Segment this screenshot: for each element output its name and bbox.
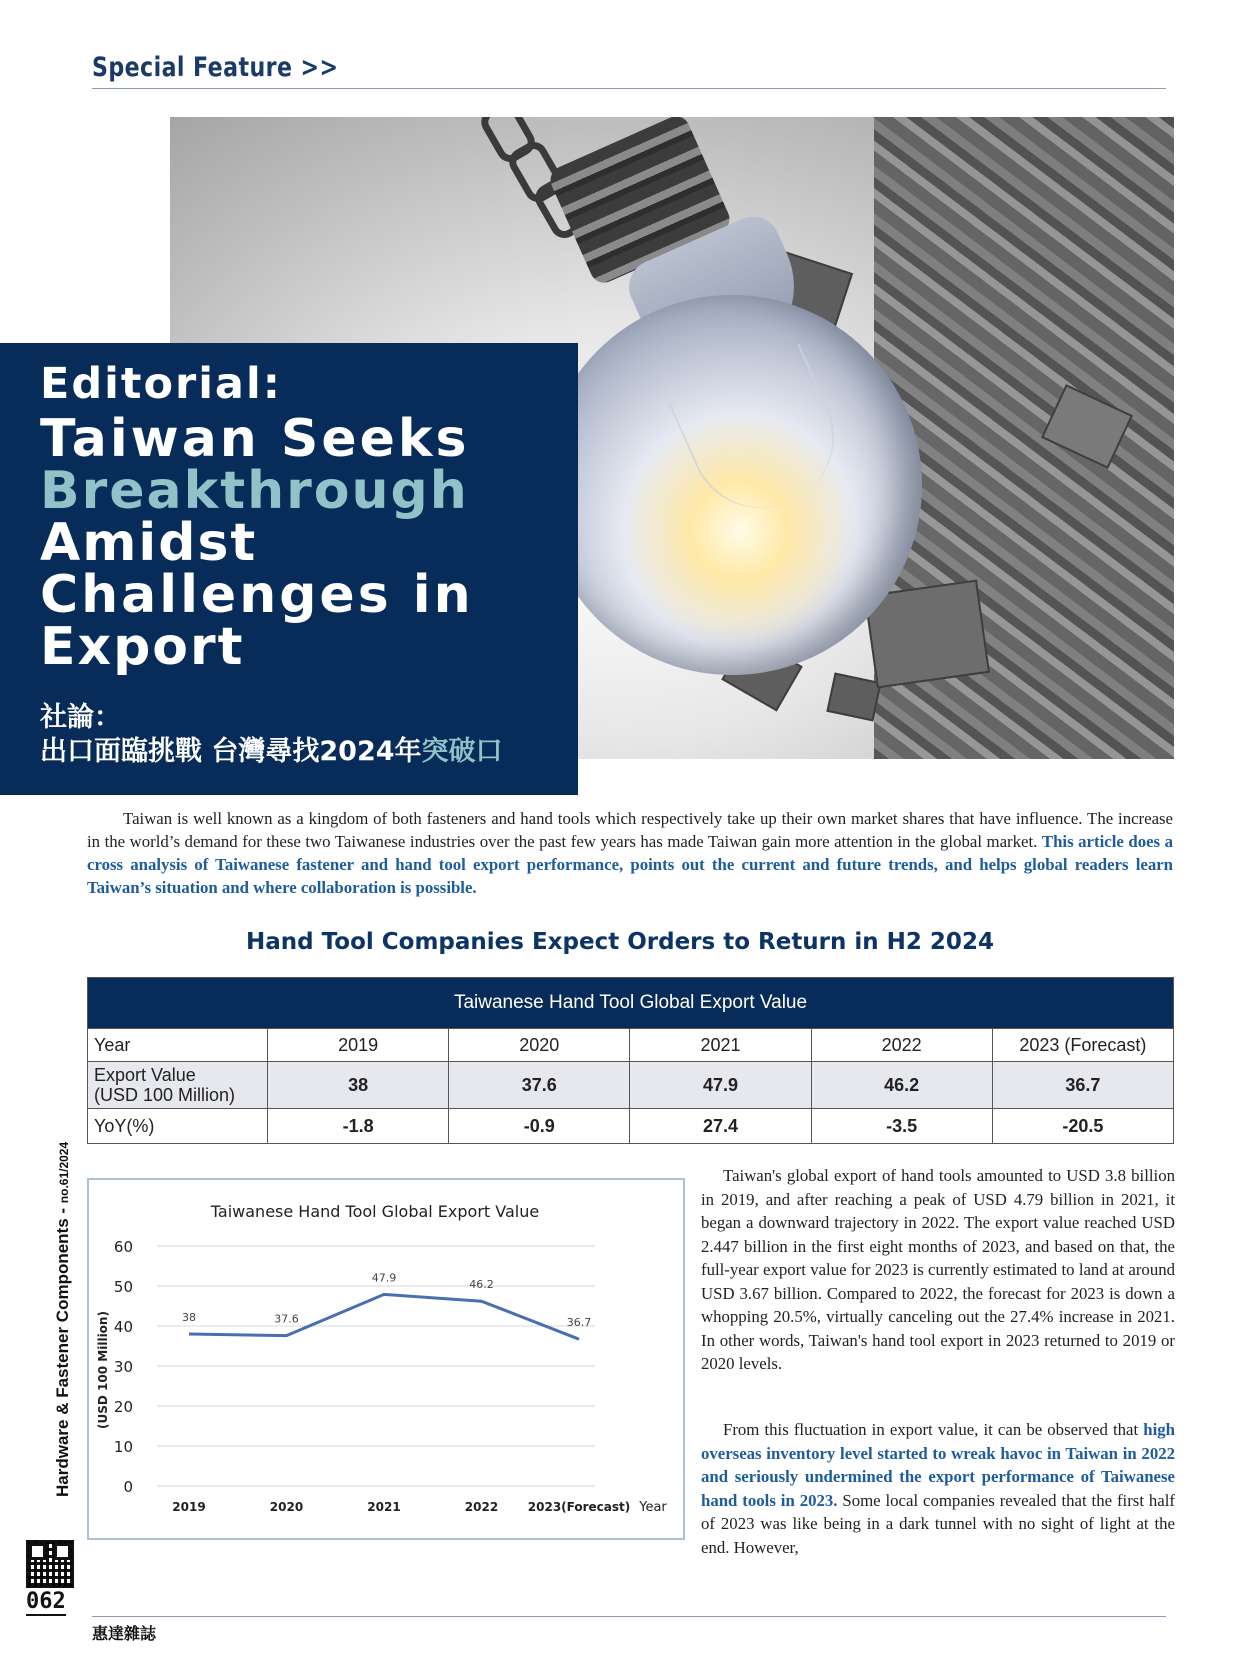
- title-chinese-highlight: 突破口: [421, 736, 503, 767]
- chart-title: Taiwanese Hand Tool Global Export Value: [210, 1202, 540, 1221]
- title-line: Export: [40, 617, 245, 677]
- row-label: YoY(%): [88, 1109, 268, 1144]
- body-text: From this fluctuation in export value, it can be observed that: [723, 1420, 1144, 1439]
- issue-number: no.61/2024: [57, 1141, 71, 1204]
- chart-x-axis-label: Year: [639, 1500, 667, 1515]
- table-cell: 46.2: [811, 1062, 992, 1109]
- rock-fragment: [826, 672, 881, 721]
- title-line: Taiwan Seeks: [40, 409, 470, 469]
- title-chinese-main: 出口面臨挑戰 台灣尋找2024年: [40, 736, 422, 767]
- title-line: Amidst: [40, 513, 258, 573]
- publication-name: Hardware & Fastener Components -: [53, 1203, 72, 1497]
- row-label-line: Export Value: [94, 1065, 196, 1085]
- table-cell: 2021: [630, 1029, 811, 1062]
- chart-y-tick-label: 20: [113, 1398, 133, 1416]
- row-label: Year: [88, 1029, 268, 1062]
- footer-rule: [92, 1616, 1166, 1617]
- table-cell: 2023 (Forecast): [992, 1029, 1173, 1062]
- chart-data-label: 36.7: [566, 1316, 592, 1330]
- table-cell: -20.5: [992, 1109, 1173, 1144]
- row-label-line: (USD 100 Million): [94, 1085, 236, 1105]
- chart-y-tick-label: 0: [123, 1478, 133, 1496]
- export-line-chart: [87, 1178, 685, 1540]
- section-header: Special Feature >>: [92, 52, 339, 83]
- title-box: [0, 343, 578, 795]
- table-row-yoy: [88, 1109, 1174, 1144]
- chart-x-tick-label: 2021: [367, 1500, 401, 1514]
- chart-y-tick-label: 40: [113, 1318, 133, 1336]
- chart-data-label: 46.2: [469, 1278, 494, 1292]
- table-cell: 2019: [268, 1029, 449, 1062]
- chart-x-tick-label: 2020: [269, 1500, 304, 1514]
- title-line: Challenges in: [40, 565, 474, 625]
- publication-side-caption: [53, 1142, 73, 1497]
- qr-code-icon: [26, 1540, 74, 1588]
- body-paragraph-2: [701, 1418, 1175, 1559]
- page-number: 062: [26, 1589, 66, 1614]
- chart-y-tick-label: 50: [113, 1278, 133, 1296]
- chart-data-label: 47.9: [371, 1271, 397, 1285]
- chart-svg: [89, 1180, 683, 1538]
- body-highlight: high overseas inventory level started to wreak havoc in Taiwan in 2022 and seriously undermined the export performance of Taiwanese hand tools in 2023.: [701, 1420, 1175, 1510]
- intro-paragraph: [87, 807, 1173, 899]
- chart-y-axis-label: (USD 100 Million): [96, 1311, 110, 1429]
- footer-brand: 惠達雜誌: [92, 1624, 157, 1643]
- table-cell: 2022: [811, 1029, 992, 1062]
- chart-y-tick-label: 60: [113, 1238, 133, 1256]
- chart-x-tick-label: 2019: [172, 1500, 206, 1514]
- chart-y-tick-label: 30: [113, 1358, 133, 1376]
- table-cell: 2020: [449, 1029, 630, 1062]
- table-cell: -3.5: [811, 1109, 992, 1144]
- row-label: [88, 1062, 268, 1109]
- intro-text: Taiwan is well known as a kingdom of both fasteners and hand tools which respectively take up their own market shares that have influence. The increase in the world’s demand for these two Taiwanese industries over the past few years has made Taiwan gain more attention in the global market.: [87, 809, 1173, 851]
- title-chinese-label: 社論：: [40, 702, 121, 733]
- chart-data-label: 37.6: [274, 1312, 299, 1326]
- table-cell: -0.9: [449, 1109, 630, 1144]
- table-cell: 47.9: [630, 1062, 811, 1109]
- table-row-year: [88, 1029, 1174, 1062]
- chart-x-tick-label: 2023(Forecast): [527, 1500, 631, 1514]
- table-cell: 27.4: [630, 1109, 811, 1144]
- table-cell: 36.7: [992, 1062, 1173, 1109]
- body-text: Some local companies revealed that the first half of 2023 was like being in a dark tunnel with no sight of light at the end. However,: [701, 1490, 1175, 1557]
- section-title: Hand Tool Companies Expect Orders to Return in H2 2024: [246, 929, 994, 955]
- body-paragraph-1: Taiwan's global export of hand tools amounted to USD 3.8 billion in 2019, and after reaching a peak of USD 4.79 billion in 2021, it began a downward trajectory in 2022. The export value reached USD 2.447 billion in the first eight months of 2023, and based on that, the full-year export value for 2023 is currently estimated to land at around USD 3.67 billion. Compared to 2022, the forecast for 2023 is down a whopping 20.5%, virtually canceling out the 27.4% increase in 2021. In other words, Taiwan's hand tool export in 2023 returned to 2019 or 2020 levels.: [701, 1166, 1175, 1373]
- table-cell: 37.6: [449, 1062, 630, 1109]
- title-line: Editorial:: [40, 359, 282, 409]
- table-cell: -1.8: [268, 1109, 449, 1144]
- intro-highlight: This article does a cross analysis of Taiwanese fastener and hand tool export performance, points out the current and future trends, and helps global readers learn Taiwan’s situation and where collaboration is possible.: [87, 832, 1174, 897]
- title-line-highlight: Breakthrough: [40, 461, 469, 521]
- export-value-table: [87, 977, 1174, 1144]
- chart-x-tick-label: 2022: [464, 1500, 499, 1514]
- table-caption: Taiwanese Hand Tool Global Export Value: [88, 978, 1174, 1029]
- title-chinese-subtitle: [40, 729, 503, 768]
- chart-series-line: [189, 1294, 579, 1339]
- table-cell: 38: [268, 1062, 449, 1109]
- table-row-export-value: [88, 1062, 1174, 1109]
- header-rule: [92, 88, 1166, 89]
- chart-y-tick-label: 10: [113, 1438, 133, 1456]
- chart-data-label: 38: [182, 1311, 196, 1324]
